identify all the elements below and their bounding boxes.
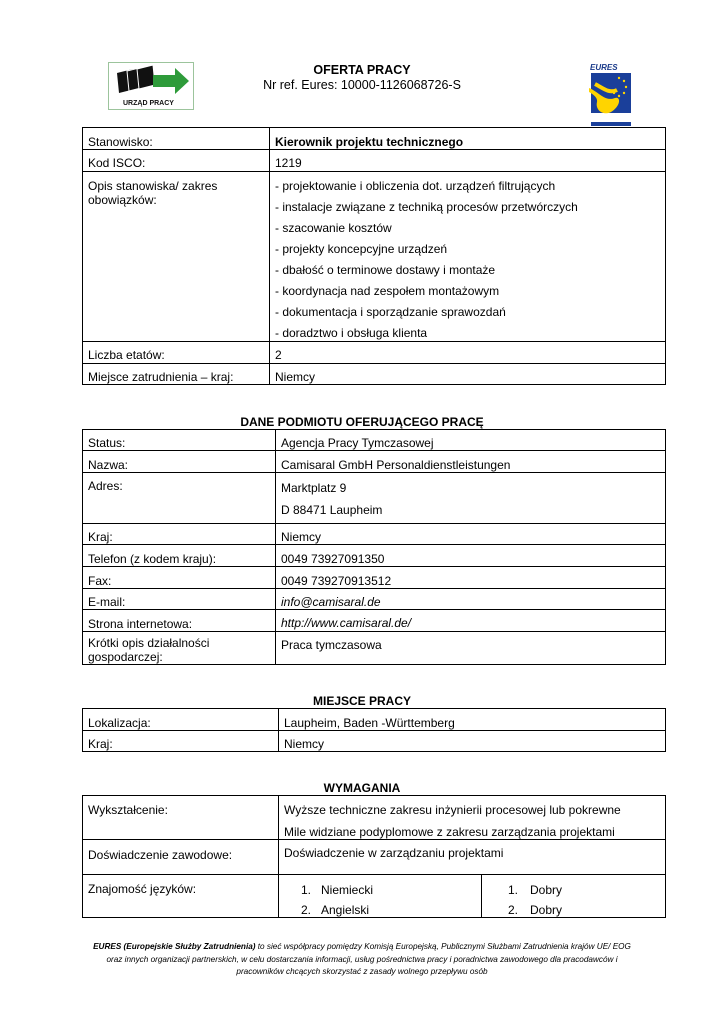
location-label: Lokalizacja: bbox=[83, 709, 279, 731]
table-row bbox=[83, 150, 666, 172]
positions-count-label: Liczba etatów: bbox=[83, 342, 270, 364]
language-level-item bbox=[508, 883, 660, 903]
experience-label: Doświadczenie zawodowe: bbox=[83, 840, 279, 875]
work-country-label: Miejsce zatrudnienia – kraj: bbox=[83, 364, 270, 385]
duty-item: - dokumentacja i sporządzanie sprawozdań bbox=[275, 305, 506, 319]
footer-line bbox=[60, 941, 664, 954]
language-name: Niemiecki bbox=[321, 883, 374, 897]
table-row bbox=[83, 567, 666, 589]
duty-item: - szacowanie kosztów bbox=[275, 221, 392, 235]
table-row bbox=[83, 364, 666, 385]
education-line: Wyższe techniczne zakresu inżynierii procesowej lub pokrewne bbox=[284, 803, 621, 817]
footer-eures-name: EURES (Europejskie Służby Zatrudnienia) bbox=[93, 942, 256, 951]
duty-item: - dbałość o terminowe dostawy i montaże bbox=[275, 263, 496, 277]
requirements-section-title: WYMAGANIA bbox=[323, 781, 401, 795]
email-link[interactable]: info@camisaral.de bbox=[276, 589, 666, 610]
table-row bbox=[83, 875, 666, 918]
company-name-value: Camisaral GmbH Personaldienstleistungen bbox=[276, 451, 666, 473]
level-number: 2. bbox=[508, 903, 519, 917]
language-item bbox=[301, 883, 476, 903]
language-level: Dobry bbox=[530, 903, 563, 917]
employer-table bbox=[82, 429, 666, 665]
address-line: D 88471 Laupheim bbox=[281, 503, 383, 517]
business-description-value: Praca tymczasowa bbox=[276, 632, 666, 665]
workplace-country-value: Niemcy bbox=[279, 731, 666, 752]
education-line: Mile widziane podyplomowe z zakresu zarządzania projektami bbox=[284, 825, 615, 839]
table-row bbox=[83, 731, 666, 752]
language-item bbox=[301, 903, 476, 917]
work-country-value: Niemcy bbox=[270, 364, 666, 385]
language-level: Dobry bbox=[530, 883, 563, 897]
status-value: Agencja Pracy Tymczasowej bbox=[276, 430, 666, 451]
table-row bbox=[83, 524, 666, 545]
email-label: E-mail: bbox=[83, 589, 276, 610]
status-label: Status: bbox=[83, 430, 276, 451]
isco-value: 1219 bbox=[270, 150, 666, 172]
table-row bbox=[83, 172, 666, 342]
language-levels bbox=[482, 875, 666, 918]
languages-label: Znajomość języków: bbox=[83, 875, 279, 918]
table-row bbox=[83, 473, 666, 524]
table-row bbox=[83, 632, 666, 665]
level-number: 1. bbox=[508, 883, 519, 897]
phone-value: 0049 73927091350 bbox=[276, 545, 666, 567]
employer-country-label: Kraj: bbox=[83, 524, 276, 545]
footer-line: oraz innych organizacji partnerskich, w celu dostarczania informacji, usług pośrednictwa pracy i poradnictwa zawodowego dla pracodawców i bbox=[106, 954, 618, 964]
page-footer bbox=[60, 941, 664, 979]
fax-label: Fax: bbox=[83, 567, 276, 589]
experience-value: Doświadczenie w zarządzaniu projektami bbox=[279, 840, 666, 875]
footer-text: to sieć współpracy pomiędzy Komisją Europejską, Publicznymi Służbami Zatrudnienia krajów UE/ EOG bbox=[255, 942, 631, 951]
table-row bbox=[83, 840, 666, 875]
duty-item: - instalacje związane z techniką procesów przetwórczych bbox=[275, 200, 578, 214]
table-row bbox=[83, 610, 666, 632]
positions-count-value: 2 bbox=[270, 342, 666, 364]
offer-title: OFERTA PRACY bbox=[313, 63, 411, 77]
table-row bbox=[83, 430, 666, 451]
workplace-country-label: Kraj: bbox=[83, 731, 279, 752]
duty-item: - projekty koncepcyjne urządzeń bbox=[275, 242, 448, 256]
address-line: Marktplatz 9 bbox=[281, 481, 347, 495]
employer-section-title: DANE PODMIOTU OFERUJĄCEGO PRACĘ bbox=[240, 415, 484, 429]
phone-label: Telefon (z kodem kraju): bbox=[83, 545, 276, 567]
job-table bbox=[82, 127, 666, 385]
logo-left-text: URZĄD PRACY bbox=[123, 100, 174, 107]
address-value bbox=[276, 473, 666, 524]
offer-reference: Nr ref. Eures: 10000-1126068726-S bbox=[263, 78, 461, 92]
table-row bbox=[83, 545, 666, 567]
table-row bbox=[83, 796, 666, 840]
isco-label: Kod ISCO: bbox=[83, 150, 270, 172]
workplace-table bbox=[82, 708, 666, 752]
logo-right-text: EURES bbox=[590, 63, 618, 72]
website-link[interactable]: http://www.camisaral.de/ bbox=[276, 610, 666, 632]
duty-item: - koordynacja nad zespołem montażowym bbox=[275, 284, 500, 298]
table-row bbox=[83, 128, 666, 150]
requirements-table bbox=[82, 795, 666, 918]
position-label: Stanowisko: bbox=[83, 128, 270, 150]
table-row bbox=[83, 589, 666, 610]
language-number: 1. bbox=[301, 883, 312, 897]
workplace-section-title: MIEJSCE PRACY bbox=[312, 694, 412, 708]
education-label: Wykształcenie: bbox=[83, 796, 279, 840]
employer-country-value: Niemcy bbox=[276, 524, 666, 545]
language-number: 2. bbox=[301, 903, 312, 917]
duties-label: Opis stanowiska/ zakres obowiązków: bbox=[83, 172, 270, 342]
duties-list bbox=[270, 172, 666, 342]
language-name: Angielski bbox=[321, 903, 370, 917]
duty-item: - projektowanie i obliczenia dot. urządzeń filtrujących bbox=[275, 179, 556, 193]
company-name-label: Nazwa: bbox=[83, 451, 276, 473]
fax-value: 0049 739270913512 bbox=[276, 567, 666, 589]
business-description-label: Krótki opis działalności gospodarczej: bbox=[83, 632, 276, 665]
table-row bbox=[83, 342, 666, 364]
website-label: Strona internetowa: bbox=[83, 610, 276, 632]
location-value: Laupheim, Baden -Württemberg bbox=[279, 709, 666, 731]
table-row bbox=[83, 451, 666, 473]
footer-line: pracowników chcących skorzystać z zasady wolnego przepływu osób bbox=[236, 967, 488, 976]
position-value: Kierownik projektu technicznego bbox=[270, 128, 666, 150]
language-level-item bbox=[508, 903, 660, 917]
duty-item: - doradztwo i obsługa klienta bbox=[275, 326, 428, 340]
address-label: Adres: bbox=[83, 473, 276, 524]
languages-list bbox=[279, 875, 482, 918]
table-row bbox=[83, 709, 666, 731]
education-value bbox=[279, 796, 666, 840]
